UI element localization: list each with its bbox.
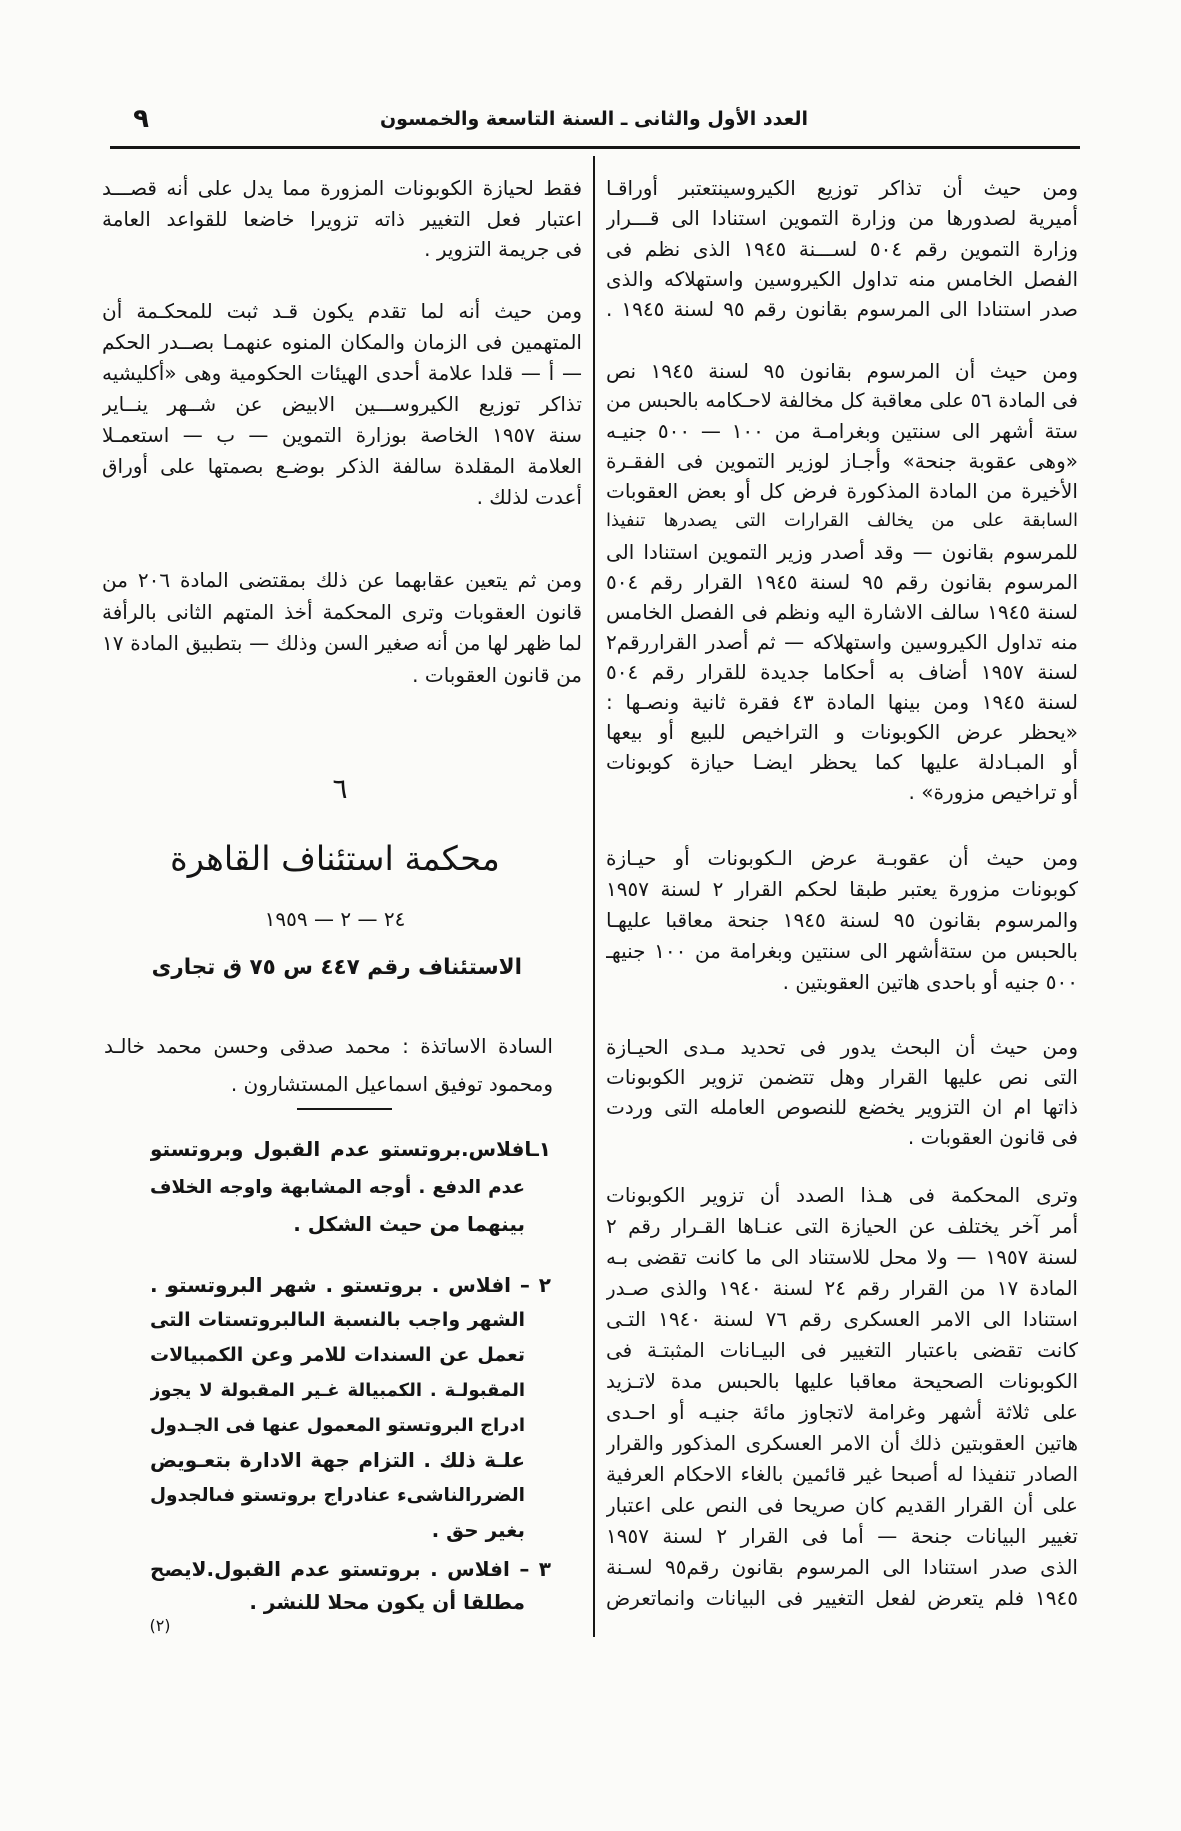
text-line: تذاكر توزيع الكيروســـين الابيض عن شــهر ينــاير	[102, 392, 582, 416]
case-number: ٦	[332, 772, 348, 805]
text-line: عدم الدفع . أوجه المشابهة واوجه الخلاف	[150, 1176, 525, 1198]
text-line: التى نص عليها القرار وهل تتضمن تزوير الكوبونات	[606, 1065, 1078, 1089]
court-title: محكمة استئناف القاهرة	[170, 839, 500, 878]
body-paragraph	[102, 296, 582, 513]
text-line: الضررالناشىء عنادراج بروتستو فىالجدول	[150, 1485, 525, 1506]
body-paragraph	[606, 1032, 1078, 1152]
text-line: هاتين العقوبتين ذلك أن الامر العسكرى المذكور والقرار	[606, 1431, 1078, 1455]
page-number: ٩	[133, 104, 149, 134]
text-line: الأخيرة من المادة المذكورة فرض كل أو بعض العقوبات	[606, 479, 1078, 504]
text-line: المقبولـة . الكمبيالة غـير المقبولة لا يجوز	[150, 1380, 525, 1401]
body-paragraph	[102, 173, 582, 265]
text-line: السابقة على من يخالف القرارات التى يصدرها تنفيذا	[606, 510, 1078, 532]
text-line: «يحظر عرض الكوبونات و التراخيص للبيع أو بيعها	[606, 720, 1078, 745]
text-line: لسنة ١٩٤٥ ومن بينها المادة ٤٣ فقرة ثانية ونصـها :	[606, 690, 1078, 715]
text-line: المتهمين فى الزمان والمكان المنوه عنهمـا بصــدر الحكم	[102, 330, 582, 354]
text-line: على أن القرار القديم كان صريحا فى النص على اعتبار	[606, 1493, 1078, 1517]
text-line: ومحمود توفيق اسماعيل المستشارون .	[230, 1072, 553, 1096]
text-line: قانون العقوبات وترى المحكمة أخذ المتهم الثانى بالرأفة	[102, 599, 582, 624]
text-line: بغير حق .	[431, 1518, 525, 1542]
running-header-title: العدد الأول والثانى ـ السنة التاسعة والخمسون	[380, 108, 808, 130]
text-line: منه تداول الكيروسين واستهلاكه — ثم أصدر القراررقم٢	[606, 629, 1078, 654]
separator-rule	[297, 1108, 392, 1110]
text-line: لسنة ١٩٤٥ سالف الاشارة اليه ونظم فى الفصل الخامس	[606, 599, 1078, 624]
text-line: الشهر واجب بالنسبة الىالبروتستات التى	[150, 1309, 525, 1331]
text-line: — أ — قلدا علامة أحدى الهيئات الحكومية وهى «أكليشيه	[102, 361, 582, 385]
text-line: ومن حيث أنه لما تقدم يكون قـد ثبت للمحكـمة أن	[102, 299, 582, 323]
headnote	[150, 1553, 551, 1619]
text-line: أمر آخر يختلف عن الحيازة التى عنـاها القـرار رقم ٢	[606, 1214, 1078, 1238]
text-line: فى جريمة التزوير .	[424, 237, 582, 261]
text-line: كانت تقضى باعتبار التغيير فى البيـانات المثبتـة فى	[606, 1338, 1078, 1362]
text-line: وترى المحكمة فى هـذا الصدد أن تزوير الكوبونات	[606, 1183, 1078, 1207]
text-line: ومن حيث أن البحث يدور فى تحديد مـدى الحيـازة	[606, 1035, 1078, 1059]
text-line: الصادر تنفيذا له أصبحا غير قائمين بالغاء الاحكام العرفية	[606, 1462, 1078, 1486]
text-line: أميرية لصدورها من وزارة التموين استنادا الى قـــرار	[606, 206, 1078, 231]
text-line: ومن حيث أن تذاكر توزيع الكيروسينتعتبر أوراقـا	[606, 176, 1078, 200]
text-line: ستة أشهر الى سنتين وبغرامـة من ١٠٠ — ٥٠٠ جنيـه	[606, 419, 1078, 444]
body-paragraph	[606, 356, 1078, 807]
column-divider	[593, 156, 595, 1637]
text-line: أعدت لذلك .	[476, 485, 582, 509]
text-line: والمرسوم بقانون ٩٥ لسنة ١٩٤٥ جنحة معاقبا عليهـا	[606, 908, 1078, 932]
text-line: الكوبونات الصحيحة معاقبا عليها بالحبس مدة لاتـزيد	[606, 1369, 1078, 1393]
text-line: العلامة المقلدة سالفة الذكر بوضـع بصمتها على أوراق	[102, 454, 582, 478]
body-paragraph	[606, 843, 1078, 998]
text-line: لسنة ١٩٥٧ — ولا محل للاستناد الى ما كانت تقضى بـه	[606, 1245, 1078, 1269]
text-line: فى المادة ٥٦ على معاقبة كل مخالفة لاحـكامه بالحبس من	[606, 389, 1078, 413]
text-line: بينهما من حيث الشكل .	[293, 1212, 525, 1236]
text-line: ٥٠٠ جنيه أو باحدى هاتين العقوبتين .	[782, 970, 1078, 994]
text-line: ١ـافلاس.بروتستو عدم القبول وبروتستو	[150, 1137, 551, 1161]
headnote	[150, 1131, 551, 1244]
text-line: للمرسوم بقانون — وقد أصدر وزير التموين استنادا الى	[606, 539, 1078, 564]
text-line: أو المبـادلة عليها كما يحظر ايضـا حيازة كوبونات	[606, 750, 1078, 775]
text-line: ١٩٤٥ فلم يتعرض لفعل التغيير فى البيانات وانماتعرض	[606, 1586, 1078, 1610]
text-line: علـة ذلك . التزام جهة الادارة بتعـويض	[150, 1448, 525, 1472]
judgment-date: ٢٤ — ٢ — ١٩٥٩	[264, 907, 406, 931]
text-line: فقط لحيازة الكوبونات المزورة مما يدل على أنه قصـــد	[102, 176, 582, 200]
text-line: الفصل الخامس منه تداول الكيروسين واستهلاكه والذى	[606, 266, 1078, 291]
text-line: تعمل عن السندات للامر وعن الكمبيالات	[150, 1344, 525, 1366]
text-line: استنادا الى الامر العسكرى رقم ٧٦ لسنة ١٩٤٠ التـى	[606, 1307, 1078, 1331]
appeal-number: الاستئناف رقم ٤٤٧ س ٧٥ ق تجارى	[152, 955, 522, 980]
footnote-marker: (٢)	[149, 1616, 171, 1635]
text-line: ٢ – افلاس . بروتستو . شهر البروتستو .	[150, 1273, 551, 1297]
text-line: صدر استنادا الى المرسوم بقانون رقم ٩٥ لسنة ١٩٤٥ .	[606, 297, 1078, 322]
text-line: ومن ثم يتعين عقابهما عن ذلك بمقتضى المادة ٢٠٦ من	[102, 568, 582, 592]
text-line: ومن حيث أن عقوبـة عرض الـكوبونات أو حيـازة	[606, 846, 1078, 870]
text-line: ومن حيث أن المرسوم بقانون ٩٥ لسنة ١٩٤٥ نص	[606, 359, 1078, 383]
text-line: اعتبار فعل التغيير ذاته تزويرا خاضعا للقواعد العامة	[102, 206, 582, 231]
text-line: فى قانون العقوبات .	[907, 1125, 1078, 1149]
body-paragraph	[606, 1180, 1078, 1614]
text-line: سنة ١٩٥٧ الخاصة بوزارة التموين — ب — استعمـلا	[102, 423, 582, 447]
body-paragraph	[606, 173, 1078, 324]
text-line: كوبونات مزورة يعتبر طبقا لحكم القرار ٢ لسنة ١٩٥٧	[606, 877, 1078, 901]
text-line: الذى صدر استنادا الى المرسوم بقانون رقم٩٥ لسـنة	[606, 1555, 1078, 1579]
text-line: مطلقا أن يكون محلا للنشر .	[249, 1590, 525, 1614]
text-line: أو تراخيص مزورة» .	[908, 780, 1078, 805]
text-line: لسنة ١٩٥٧ أضاف به أحكاما جديدة للقرار رقم ٥٠٤	[606, 659, 1078, 684]
text-line: «وهى عقوبة جنحة» وأجـاز لوزير التموين فى الفقـرة	[606, 449, 1078, 474]
header-rule	[110, 146, 1080, 149]
bench-judges	[104, 1027, 553, 1103]
headnote	[150, 1268, 551, 1548]
text-line: وزارة التموين رقم ٥٠٤ لســـنة ١٩٤٥ الذى نظم فى	[606, 236, 1078, 261]
text-line: لما ظهر لها من أنه صغير السن وذلك — بتطبيق المادة ١٧	[102, 631, 582, 655]
text-line: من قانون العقوبات .	[412, 662, 582, 687]
text-line: على ثلاثة أشهر وغرامة لاتجاوز مائة جنيـه أو احـدى	[606, 1400, 1078, 1424]
text-line: السادة الاساتذة : محمد صدقى وحسن محمد خالـد	[104, 1034, 553, 1058]
text-line: المادة ١٧ من القرار رقم ٢٤ لسنة ١٩٤٠ والذى صـدر	[606, 1276, 1078, 1300]
text-line: تغيير البيانات جنحة — أما فى القرار ٢ لسنة ١٩٥٧	[606, 1524, 1078, 1548]
text-line: ادراج البروتستو المعمول عنها فى الجـدول	[150, 1415, 525, 1436]
body-paragraph	[102, 565, 582, 691]
text-line: بالحبس من ستةأشهر الى سنتين وبغرامة من ١٠٠ جنيهـ	[606, 939, 1078, 963]
text-line: ٣ – افلاس . بروتستو عدم القبول.لايصح	[150, 1557, 551, 1581]
text-line: ذاتها ام ان التزوير يخضع للنصوص العامله التى وردت	[606, 1095, 1078, 1119]
text-line: المرسوم بقانون رقم ٩٥ لسنة ١٩٤٥ القرار رقم ٥٠٤	[606, 569, 1078, 594]
